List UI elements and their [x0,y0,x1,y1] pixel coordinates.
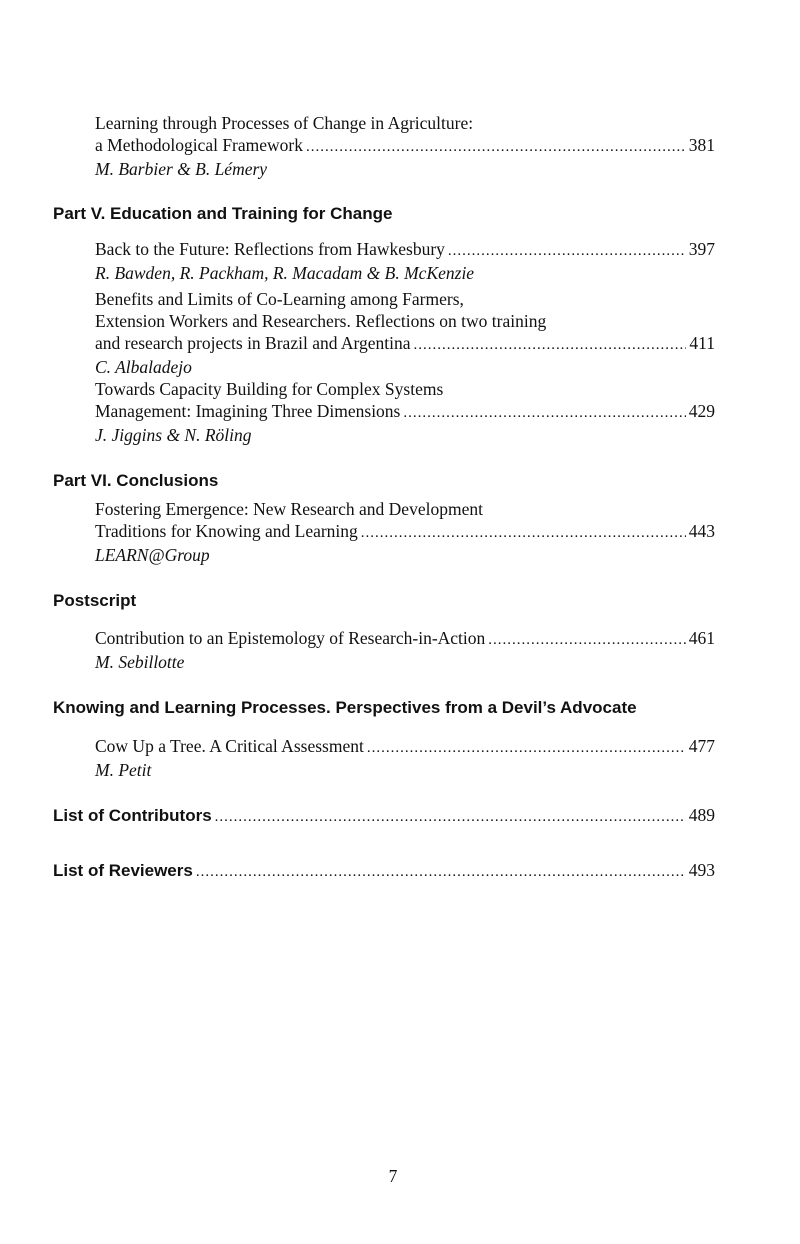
entry-title-line-with-page [95,134,715,158]
page-ref: 443 [688,521,715,541]
entry-authors: M. Petit [95,760,152,780]
entry-title-line-with-page [95,332,715,356]
dot-leader [403,402,685,424]
page-ref: 461 [688,628,715,648]
toc-entry-list-of-contributors[interactable] [53,804,715,828]
entry-title-text: a Methodological Framework [95,135,304,155]
entry-title-text: List of Contributors [53,806,212,825]
toc-entry-list-of-reviewers[interactable] [53,859,715,883]
entry-title-line-with-page [95,627,715,651]
page-number: 7 [388,1166,398,1186]
entry-title-line: Extension Workers and Researchers. Reflections on two training [95,311,547,331]
entry-authors: R. Bawden, R. Packham, R. Macadam & B. McKenzie [95,263,475,283]
entry-authors: M. Sebillotte [95,652,185,672]
entry-title-text: List of Reviewers [53,861,193,880]
entry-title-line: Learning through Processes of Change in Agriculture: [95,113,474,133]
dot-leader [414,334,687,356]
toc-entry-bawden[interactable] [95,238,715,284]
section-heading-devils-advocate: Knowing and Learning Processes. Perspectives from a Devil’s Advocate [53,698,637,717]
entry-title-line: Fostering Emergence: New Research and Development [95,499,483,519]
page-ref: 489 [688,805,715,825]
entry-title-text: Cow Up a Tree. A Critical Assessment [95,736,364,756]
entry-title-text: Back to the Future: Reflections from Hawkesbury [95,239,445,259]
toc-entry-petit[interactable] [95,735,715,781]
page-ref: 429 [688,401,715,421]
entry-authors: C. Albaladejo [95,357,192,377]
entry-authors: M. Barbier & B. Lémery [95,159,268,179]
dot-leader [196,861,686,883]
page-ref: 477 [688,736,715,756]
dot-leader [488,629,685,651]
page-ref: 411 [689,333,715,353]
toc-entry-albaladejo[interactable] [95,288,715,378]
toc-entry-barbier[interactable] [95,112,715,180]
entry-title-line: Towards Capacity Building for Complex Systems [95,379,444,399]
section-heading-postscript: Postscript [53,591,137,610]
entry-title-line-with-page [95,400,715,424]
dot-leader [215,806,686,828]
dot-leader [361,522,686,544]
toc-entry-jiggins[interactable] [95,378,715,446]
section-heading-part-v: Part V. Education and Training for Change [53,204,393,223]
entry-title-text: Contribution to an Epistemology of Research-in-Action [95,628,486,648]
entry-title-text: Management: Imagining Three Dimensions [95,401,401,421]
entry-title-line: Benefits and Limits of Co-Learning among Farmers, [95,289,464,309]
entry-authors: J. Jiggins & N. Röling [95,425,252,445]
entry-title-line-with-page [95,238,715,262]
section-heading-part-vi: Part VI. Conclusions [53,471,219,490]
entry-authors: LEARN@Group [95,545,210,565]
page-ref: 397 [688,239,715,259]
dot-leader [448,240,686,262]
toc-entry-sebillotte[interactable] [95,627,715,673]
page-ref: 381 [688,135,715,155]
entry-title-line-with-page [95,735,715,759]
entry-title-text: and research projects in Brazil and Argentina [95,333,411,353]
toc-entry-learn-group[interactable] [95,498,715,566]
entry-title-line-with-page [95,520,715,544]
dot-leader [367,737,686,759]
entry-title-text: Traditions for Knowing and Learning [95,521,358,541]
dot-leader [306,136,686,158]
page-ref: 493 [688,860,715,880]
